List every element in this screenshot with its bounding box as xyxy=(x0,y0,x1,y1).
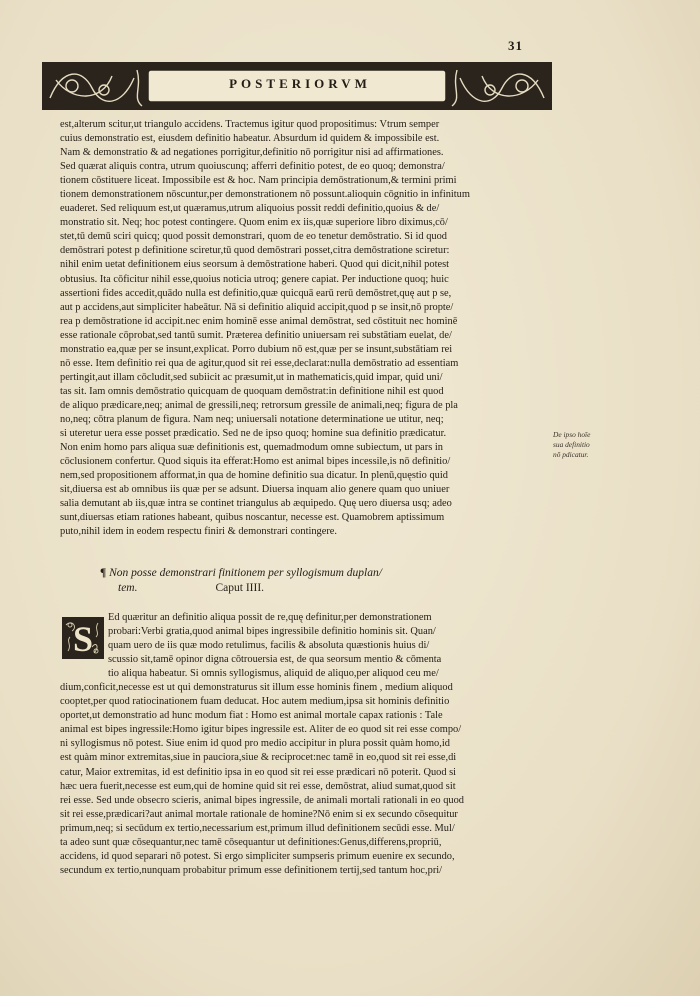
text-line: assertioni fides accedit,quādo nulla est definitio,quæ quicquā earū rerū demōstret,quę aut p se, xyxy=(60,287,452,299)
text-line: puto,nihil idem in eodem respectu finiri & demonstrari contingere. xyxy=(60,526,338,538)
text-line: est quàm minor extremitas,siue in pauciora,siue & reciprocet:nec tamē in eo,quod sit rei esse,di xyxy=(60,752,457,764)
text-line: Nam & demonstratio & ad negationes porrigitur,definitio nō porrigitur nisi ad affirmationes. xyxy=(60,147,444,159)
folio-number: 31 xyxy=(508,38,523,53)
text-line: oportet,ut demonstratio ad hunc modum fiat : Homo est animal mortale capax rationis : Tale xyxy=(60,710,443,722)
margin-note-line: sua definitio xyxy=(553,440,590,449)
text-line: animal est bipes ingressile:Homo igitur bipes ingressile est. Aliter de eo quod sit rei esse compo/ xyxy=(60,724,462,736)
text-line: accidens, id quod separari nō potest. Si ergo simpliciter sumpseris primum euenire ex secundo, xyxy=(60,850,455,862)
text-line: monstratio ea,quæ per se insunt,explicat. Porro dubium nō est,quæ per se insunt,substātiam rei xyxy=(60,343,453,355)
text-line: catur, Maior extremitas, id est definitio ipsa in eo quod sit rei esse prædicari nō poterit. Quod si xyxy=(60,766,457,778)
initial-letter: S xyxy=(72,619,94,659)
chapter-title-end: tem. xyxy=(118,582,138,594)
text-line: tionem demonstrationem nōscuntur,per demonstrationem nō possunt.alioquin cōgnitio in infinitum xyxy=(60,189,470,201)
text-line: nem,sed propositionem afformat,in qua de homine definitio sua dicatur. In plenū,quęstio quid xyxy=(60,470,448,482)
text-line: salia demutant ab iis,quæ intra se continet triangulus ab æquipedo. Quę uero diuersa usq; adeo xyxy=(60,498,452,510)
text-line: cooptet,per quod ratiocinationem fuam deducat. Hoc autem medium,ipsa sit hominis definitio xyxy=(60,696,450,708)
chapter-heading-line-1 xyxy=(100,566,520,581)
text-line: probari:Verbi gratia,quod animal bipes ingressibile definitio hominis sit. Quan/ xyxy=(108,626,436,638)
chapter-heading-line-2 xyxy=(100,581,520,596)
text-line: nihil enim uetat definitionem eius seorsum à demōstratione haberi. Quod qui dicit,nihil potest xyxy=(60,259,449,271)
text-line: nō esse. Item definitio rei qua de agitur,quod sit rei esse,declarat:nulla demōstratio ad essentiam xyxy=(60,357,459,369)
text-line: rea p demōstratione id accipit.nec enim hominē esse animal demōstrat, sed cōstituit nec hominē xyxy=(60,315,458,327)
text-line: tionem cōstituere liceat. Impossibile est & hoc. Nam principia demōstrationum,& termini primi xyxy=(60,175,457,187)
chapter-number: Caput IIII. xyxy=(215,582,265,594)
text-line: rei esse. Sed unde obsecro scieris, animal bipes ingressile, de animali mortali rationali in eo quod xyxy=(60,794,464,806)
text-line: no,neq; cōtra planum de figura. Nam neq; uniuersali notatione determinatione ue utitur, neq; xyxy=(60,413,444,425)
chapter-text-block xyxy=(60,611,550,878)
text-line: monstratio sit. Neq; hoc potest contingere. Quom enim ex iis,quæ superiore libro diximus,cō/ xyxy=(60,217,448,229)
text-line: ta adeo sunt quæ cōsequantur,nec tamē cōsequantur ut definitiones:Genus,differens,propriū, xyxy=(60,836,442,848)
chapter-title: Non posse demonstrari finitionem per syllogismum duplan/ xyxy=(109,567,382,579)
text-line: Sed quærat aliquis contra, utrum quoiuscunq; afferri definitio potest, de eo quoq; demonstra/ xyxy=(60,161,445,173)
text-line: cōclusionem confertur. Quod siquis ita efferat:Homo est animal bipes incessile,is nō definitio/ xyxy=(60,456,451,468)
text-line: si uteretur uera esse posset prædicatio. Sed ne de ipso quoq; homine sua definitio prædicatur. xyxy=(60,428,447,440)
text-line: demōstrari potest p definitione sciretur,tū quod demōstrari posset,citra demōstratione sciretur: xyxy=(60,245,450,257)
text-line: ni syllogismus nō potest. Siue enim id quod pro medio accipitur in plura possit quàm homo,id xyxy=(60,738,450,750)
text-line: cuius demonstratio est, eiusdem definitio habeatur. Absurdum id quidem & impossibile est. xyxy=(60,133,440,145)
text-line: obtusius. Ita cōficitur nihil esse,quoius noticia utroq; genere capiat. Per inductione quoq; huic xyxy=(60,273,449,285)
text-line: sunt,diuersas etiam rationes habeant, quibus noscantur, necesse est. Quamobrem aptissimum xyxy=(60,512,445,524)
text-line: est,alterum scitur,ut triangulo accidens. Tractemus igitur quod propositimus: Vtrum semper xyxy=(60,119,440,130)
text-line: secundum ex tertio,nunquam probabitur primum esse definitionem tertij,sed tantum hoc,pri/ xyxy=(60,864,443,876)
text-line: primum,neq; si secūdum ex tertio,necessarium est,primum illud definitionem secūdi esse. Mul/ xyxy=(60,822,455,834)
text-line: tas sit. Iam omnis demōstratio quicquam de quoquam demōstrat:in definitione nihil est quod xyxy=(60,385,444,397)
text-line: dium,conficit,necesse est ut qui demonstraturus sit illum esse hominis finem , medium aliquod xyxy=(60,682,453,694)
text-line: tio aliqua habeatur. Si omnis syllogismus, aliquid de aliquo,per aliquod ceu me/ xyxy=(108,668,439,680)
text-line: hæc uera fuerit,necesse est eum,qui de homine quid sit rei esse, demōstrat, aliud sumat,quod sit xyxy=(60,780,456,792)
text-line: sit rei esse,prædicari?aut animal mortale rationale de homine?Nō enim si ex secundo cōsequitur xyxy=(60,808,458,820)
text-line: Non enim homo pars aliqua suæ definitionis est, quemadmodum omne subiectum, ut pars in xyxy=(60,442,443,454)
text-line: esse rationale cōprobat,sed tantū sumit. Præterea definitio uniuersam rei substātiam euelat, de/ xyxy=(60,329,452,341)
marginal-note xyxy=(553,430,643,460)
text-line: aut p accidens,aut simpliciter habeātur. Nā si definitio aliquid accipit,quod p se insit,nō propte/ xyxy=(60,301,454,313)
text-line: euaderet. Sed reliquum est,ut quæramus,utrum aliquoius possit reddi definitio,quoius & de/ xyxy=(60,203,440,215)
margin-note-line: nō pdicatur. xyxy=(553,450,589,459)
running-head: POSTERIORVM xyxy=(229,76,371,91)
text-line: scussio sit,tamē opinor digna cōtrouersia est, de qua seorsum mentio & cōmenta xyxy=(108,654,442,666)
text-line: sit,diuersa est ab omnibus iis quæ per se adsunt. Diuersa inquam alio genere quam quo uniuer xyxy=(60,484,450,496)
margin-note-line: De ipso hoīe xyxy=(553,430,591,439)
text-line: de aliquo prædicare,neq; animal de gressili,neq; retrorsum gressile de animali,neq; figura de pla xyxy=(60,399,458,411)
text-line: Ed quæritur an definitio aliqua possit de re,quę definitur,per demonstrationem xyxy=(108,612,432,623)
chapter-heading xyxy=(100,566,520,596)
text-line: quam uero de iis quæ modo retulimus, facilis & absoluta quæstionis huius di/ xyxy=(108,640,430,652)
text-line: stet,tū demū sciri quicq; quod possit demonstrari, quom de eo tenetur demōstratio. Si id quod xyxy=(60,231,447,243)
text-line: pertingit,aut illam cōcludit,sed subiicit ac præsumit,ut in mathematicis,quid impar, quid uni/ xyxy=(60,371,443,383)
pilcrow-icon: ¶ xyxy=(100,567,107,579)
main-text-block xyxy=(60,118,542,539)
